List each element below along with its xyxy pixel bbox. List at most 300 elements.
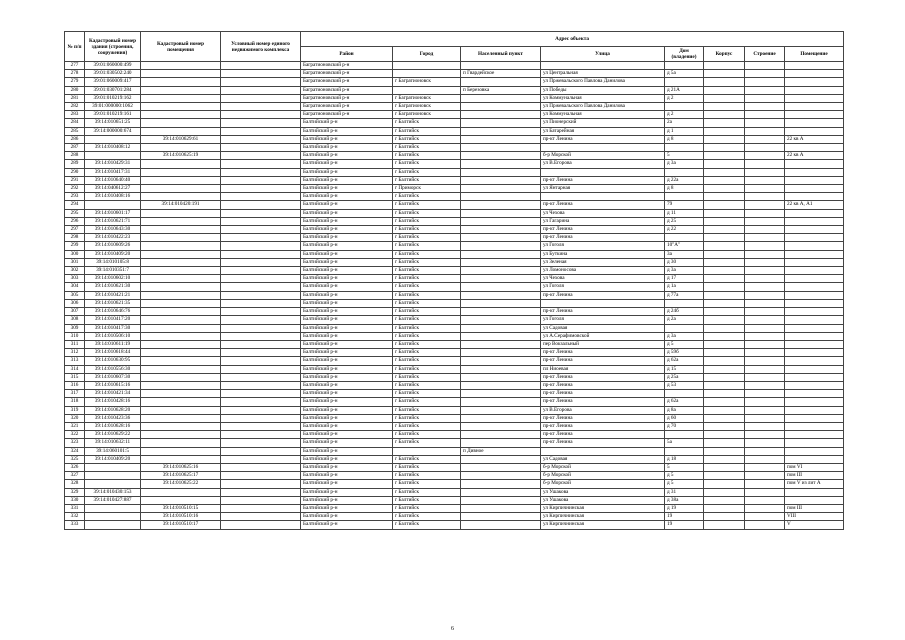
- cell-district: Балтийский р-н: [301, 414, 393, 422]
- cell-stroenie: [745, 373, 785, 381]
- cell-cad-building: 39:14:010630:95: [85, 357, 141, 365]
- cell-street: ул Садовая: [541, 455, 665, 463]
- cell-korpus: [704, 513, 745, 521]
- cell-cond-complex: [221, 193, 301, 201]
- cell-num: 313: [65, 357, 85, 365]
- cell-street: ул Батарейная: [541, 127, 665, 135]
- cell-stroenie: [745, 513, 785, 521]
- cell-city: [393, 447, 461, 455]
- table-row: [65, 185, 844, 193]
- cell-num: 326: [65, 463, 85, 471]
- cell-room: пом V из лит А: [785, 480, 844, 488]
- cell-settlement: [461, 406, 541, 414]
- cell-cad-room: [141, 217, 221, 225]
- cell-room: [785, 267, 844, 275]
- cell-korpus: [704, 267, 745, 275]
- table-row: [65, 496, 844, 504]
- cell-cond-complex: [221, 357, 301, 365]
- cell-room: [785, 242, 844, 250]
- cell-stroenie: [745, 127, 785, 135]
- cell-district: Балтийский р-н: [301, 267, 393, 275]
- cell-cond-complex: [221, 373, 301, 381]
- table-row: [65, 340, 844, 348]
- cell-num: 311: [65, 340, 85, 348]
- cell-stroenie: [745, 340, 785, 348]
- cell-korpus: [704, 496, 745, 504]
- cell-cad-room: [141, 422, 221, 430]
- cell-num: 300: [65, 250, 85, 258]
- cell-settlement: [461, 275, 541, 283]
- cell-city: г Балтийск: [393, 488, 461, 496]
- cell-cad-building: 39:14:010430:153: [85, 488, 141, 496]
- cell-num: 316: [65, 381, 85, 389]
- cell-cad-building: 39:14:010423:36: [85, 414, 141, 422]
- cell-district: Балтийский р-н: [301, 332, 393, 340]
- cell-house: д 15: [665, 365, 704, 373]
- cell-num: 280: [65, 86, 85, 94]
- cell-stroenie: [745, 381, 785, 389]
- cell-cad-room: [141, 439, 221, 447]
- cell-cad-room: [141, 119, 221, 127]
- cell-house: д 25: [665, 217, 704, 225]
- cell-city: г Балтийск: [393, 373, 461, 381]
- cell-cad-building: 39:14:010601:17: [85, 209, 141, 217]
- cell-cad-room: [141, 267, 221, 275]
- cell-settlement: [461, 283, 541, 291]
- cell-cad-room: [141, 340, 221, 348]
- cell-num: 328: [65, 480, 85, 488]
- cell-settlement: [461, 193, 541, 201]
- cell-house: [665, 234, 704, 242]
- table-row: [65, 168, 844, 176]
- cell-city: г Балтийск: [393, 340, 461, 348]
- cell-street: пр-кт Ленина: [541, 431, 665, 439]
- cell-stroenie: [745, 119, 785, 127]
- cell-house: д 18: [665, 455, 704, 463]
- cell-settlement: [461, 78, 541, 86]
- cell-house: д 8а: [665, 406, 704, 414]
- cell-korpus: [704, 373, 745, 381]
- cell-num: 290: [65, 168, 85, 176]
- cell-city: г Балтийск: [393, 365, 461, 373]
- table-row: [65, 447, 844, 455]
- cell-district: Балтийский р-н: [301, 513, 393, 521]
- cell-street: ул А.Серафимовской: [541, 332, 665, 340]
- cell-house: д 24б: [665, 308, 704, 316]
- cell-district: Балтийский р-н: [301, 226, 393, 234]
- cell-korpus: [704, 422, 745, 430]
- cell-district: Балтийский р-н: [301, 250, 393, 258]
- cell-cad-room: [141, 127, 221, 135]
- col-cad-room-header: Кадастровый номер помещения: [141, 32, 221, 62]
- cell-num: 278: [65, 70, 85, 78]
- cell-street: б-р Морской: [541, 480, 665, 488]
- cell-cond-complex: [221, 414, 301, 422]
- cell-room: [785, 176, 844, 184]
- cell-num: 281: [65, 94, 85, 102]
- cell-district: Балтийский р-н: [301, 488, 393, 496]
- cell-district: Балтийский р-н: [301, 340, 393, 348]
- table-row: [65, 463, 844, 471]
- cell-street: ул Ушакова: [541, 496, 665, 504]
- cell-cond-complex: [221, 496, 301, 504]
- cell-street: ул Пионерский: [541, 119, 665, 127]
- cell-district: Балтийский р-н: [301, 316, 393, 324]
- cell-cond-complex: [221, 422, 301, 430]
- cell-district: Балтийский р-н: [301, 242, 393, 250]
- cell-stroenie: [745, 242, 785, 250]
- cell-num: 298: [65, 234, 85, 242]
- cell-district: Балтийский р-н: [301, 234, 393, 242]
- cell-city: г Балтийск: [393, 168, 461, 176]
- cell-street: пр-кт Ленина: [541, 176, 665, 184]
- cell-district: Балтийский р-н: [301, 357, 393, 365]
- cell-district: Балтийский р-н: [301, 496, 393, 504]
- cell-num: 293: [65, 193, 85, 201]
- cell-stroenie: [745, 291, 785, 299]
- cell-settlement: [461, 242, 541, 250]
- table-row: [65, 176, 844, 184]
- cell-cond-complex: [221, 267, 301, 275]
- cell-house: 2а: [665, 119, 704, 127]
- cell-stroenie: [745, 480, 785, 488]
- cell-settlement: [461, 357, 541, 365]
- cell-cad-room: [141, 160, 221, 168]
- cell-room: V: [785, 521, 844, 529]
- cell-settlement: [461, 324, 541, 332]
- cell-cad-building: 39:01:030701:284: [85, 86, 141, 94]
- cell-district: Балтийский р-н: [301, 168, 393, 176]
- cell-city: г Багратионовск: [393, 111, 461, 119]
- cell-city: г Балтийск: [393, 291, 461, 299]
- cell-stroenie: [745, 398, 785, 406]
- cell-stroenie: [745, 431, 785, 439]
- cell-korpus: [704, 357, 745, 365]
- cell-cad-building: [85, 152, 141, 160]
- cell-cad-building: 39:14:010621:30: [85, 283, 141, 291]
- cell-district: Багратионовский р-н: [301, 86, 393, 94]
- cell-stroenie: [745, 193, 785, 201]
- cell-street: пр-кт Ленина: [541, 308, 665, 316]
- cell-cond-complex: [221, 381, 301, 389]
- cell-settlement: [461, 226, 541, 234]
- cell-cad-room: [141, 316, 221, 324]
- table-row: [65, 291, 844, 299]
- table-row: [65, 414, 844, 422]
- col-house-header: Дом (владение): [665, 47, 704, 62]
- cell-korpus: [704, 463, 745, 471]
- cell-korpus: [704, 283, 745, 291]
- table-row: [65, 111, 844, 119]
- cell-city: г Балтийск: [393, 390, 461, 398]
- table-row: [65, 398, 844, 406]
- cell-korpus: [704, 324, 745, 332]
- cell-settlement: [461, 152, 541, 160]
- cell-num: 297: [65, 226, 85, 234]
- cell-district: Балтийский р-н: [301, 373, 393, 381]
- table-row: [65, 193, 844, 201]
- cell-cad-room: [141, 94, 221, 102]
- table-row: [65, 250, 844, 258]
- cell-korpus: [704, 439, 745, 447]
- cell-street: ул Кирпичнинская: [541, 504, 665, 512]
- cell-settlement: [461, 308, 541, 316]
- cell-cad-room: [141, 234, 221, 242]
- cell-house: д 59б: [665, 349, 704, 357]
- cell-cad-building: 39:01:000000:1062: [85, 103, 141, 111]
- cell-cad-room: [141, 103, 221, 111]
- cell-house: д 21А: [665, 86, 704, 94]
- cell-num: 320: [65, 414, 85, 422]
- cell-num: 304: [65, 283, 85, 291]
- cell-korpus: [704, 349, 745, 357]
- cell-settlement: [461, 373, 541, 381]
- cell-cad-room: [141, 275, 221, 283]
- cell-cond-complex: [221, 390, 301, 398]
- cell-korpus: [704, 201, 745, 209]
- cell-house: 19: [665, 513, 704, 521]
- cell-house: д 31: [665, 488, 704, 496]
- cell-cad-building: 39:14:010428:16: [85, 398, 141, 406]
- cell-settlement: [461, 488, 541, 496]
- cell-cond-complex: [221, 406, 301, 414]
- cell-stroenie: [745, 226, 785, 234]
- cell-korpus: [704, 119, 745, 127]
- table-body: [65, 62, 844, 530]
- cell-street: ул Садовая: [541, 324, 665, 332]
- cell-district: Балтийский р-н: [301, 119, 393, 127]
- cell-num: 333: [65, 521, 85, 529]
- cell-street: пр-кт Ленина: [541, 201, 665, 209]
- cell-street: ул Кирпичнинская: [541, 521, 665, 529]
- cell-stroenie: [745, 144, 785, 152]
- cell-stroenie: [745, 201, 785, 209]
- cell-cond-complex: [221, 209, 301, 217]
- cell-cad-building: 39:14:010621:35: [85, 299, 141, 307]
- cell-cad-building: 39:14:010351:7: [85, 267, 141, 275]
- cell-cad-building: 39:14:010556:30: [85, 365, 141, 373]
- cell-cond-complex: [221, 201, 301, 209]
- cell-settlement: [461, 365, 541, 373]
- cell-house: д 11: [665, 209, 704, 217]
- cell-num: 285: [65, 127, 85, 135]
- cell-street: ул Буткина: [541, 250, 665, 258]
- cell-district: Багратионовский р-н: [301, 111, 393, 119]
- col-num-header: № п/п: [65, 32, 85, 62]
- cell-room: [785, 94, 844, 102]
- cell-house: [665, 324, 704, 332]
- cell-cad-building: 39:14:040612:27: [85, 185, 141, 193]
- cell-settlement: [461, 332, 541, 340]
- cell-stroenie: [745, 135, 785, 143]
- cell-street: пер Вокзальный: [541, 340, 665, 348]
- cell-cad-building: 39:14:010506:10: [85, 332, 141, 340]
- cell-district: Балтийский р-н: [301, 365, 393, 373]
- cell-cad-building: 39:14:010621:71: [85, 217, 141, 225]
- table-row: [65, 504, 844, 512]
- cell-cad-building: 39:14:010105:8: [85, 258, 141, 266]
- cell-street: пр-кт Ленина: [541, 291, 665, 299]
- cell-cad-building: 39:14:010607:30: [85, 373, 141, 381]
- cell-city: г Балтийск: [393, 127, 461, 135]
- cell-room: [785, 86, 844, 94]
- cell-street: пр-кт Ленина: [541, 135, 665, 143]
- cell-district: Балтийский р-н: [301, 283, 393, 291]
- cell-num: 327: [65, 472, 85, 480]
- cell-stroenie: [745, 349, 785, 357]
- cell-stroenie: [745, 70, 785, 78]
- cell-city: г Балтийск: [393, 472, 461, 480]
- cell-korpus: [704, 94, 745, 102]
- cell-cad-room: [141, 176, 221, 184]
- cell-stroenie: [745, 217, 785, 225]
- cell-cond-complex: [221, 447, 301, 455]
- cell-cad-room: [141, 431, 221, 439]
- cell-district: Балтийский р-н: [301, 422, 393, 430]
- cell-district: Балтийский р-н: [301, 324, 393, 332]
- cell-district: Балтийский р-н: [301, 258, 393, 266]
- document-page: [64, 31, 844, 530]
- cell-street: пр-кт Ленина: [541, 381, 665, 389]
- table-row: [65, 480, 844, 488]
- cell-house: д 1а: [665, 283, 704, 291]
- cell-house: д 70: [665, 422, 704, 430]
- cell-cond-complex: [221, 94, 301, 102]
- cell-stroenie: [745, 422, 785, 430]
- cell-settlement: [461, 250, 541, 258]
- cell-house: д 17: [665, 275, 704, 283]
- cell-street: [541, 144, 665, 152]
- cell-district: Балтийский р-н: [301, 447, 393, 455]
- cell-cad-building: [85, 201, 141, 209]
- cell-street: пр-кт Ленина: [541, 357, 665, 365]
- cell-cad-room: [141, 111, 221, 119]
- cell-settlement: [461, 513, 541, 521]
- cell-cad-room: 39:14:010625:19: [141, 152, 221, 160]
- cell-house: д 5а: [665, 70, 704, 78]
- cell-cad-building: 39:14:010632:11: [85, 439, 141, 447]
- table-row: [65, 78, 844, 86]
- cell-district: Балтийский р-н: [301, 176, 393, 184]
- cell-settlement: [461, 103, 541, 111]
- cell-district: Балтийский р-н: [301, 185, 393, 193]
- cell-room: [785, 488, 844, 496]
- cell-street: ул Пржевальского Павлова Данилова: [541, 103, 665, 111]
- cell-stroenie: [745, 250, 785, 258]
- cell-korpus: [704, 226, 745, 234]
- cell-settlement: [461, 62, 541, 70]
- cell-street: ул В.Егорова: [541, 406, 665, 414]
- cell-stroenie: [745, 496, 785, 504]
- cell-settlement: [461, 217, 541, 225]
- cell-house: д 62а: [665, 398, 704, 406]
- cell-room: [785, 217, 844, 225]
- cell-cad-building: 39:14:010427:887: [85, 496, 141, 504]
- cell-korpus: [704, 103, 745, 111]
- cell-street: [541, 447, 665, 455]
- cell-settlement: [461, 463, 541, 471]
- cell-street: ул Гагарина: [541, 217, 665, 225]
- cell-street: пр-кт Ленина: [541, 390, 665, 398]
- cell-district: Балтийский р-н: [301, 463, 393, 471]
- table-row: [65, 103, 844, 111]
- cell-cond-complex: [221, 521, 301, 529]
- cell-korpus: [704, 340, 745, 348]
- table-row: [65, 381, 844, 389]
- cell-korpus: [704, 488, 745, 496]
- cell-cad-room: [141, 86, 221, 94]
- cell-cond-complex: [221, 365, 301, 373]
- cell-city: г Балтийск: [393, 504, 461, 512]
- cell-settlement: [461, 316, 541, 324]
- cell-cad-room: [141, 373, 221, 381]
- cell-cad-building: [85, 504, 141, 512]
- cell-house: [665, 431, 704, 439]
- table-row: [65, 267, 844, 275]
- cell-room: [785, 193, 844, 201]
- cell-room: пом III: [785, 472, 844, 480]
- cell-house: 19: [665, 521, 704, 529]
- cell-house: д 3а: [665, 160, 704, 168]
- cell-cad-room: [141, 283, 221, 291]
- cell-street: ул Пржевальского Павлова Данилова: [541, 78, 665, 86]
- cell-city: [393, 62, 461, 70]
- cell-room: [785, 209, 844, 217]
- cell-num: 309: [65, 324, 85, 332]
- table-row: [65, 234, 844, 242]
- cell-cad-room: [141, 299, 221, 307]
- cell-korpus: [704, 406, 745, 414]
- cell-cond-complex: [221, 144, 301, 152]
- cell-house: д 60: [665, 414, 704, 422]
- cell-settlement: [461, 390, 541, 398]
- cell-room: 22 кв А, А1: [785, 201, 844, 209]
- cell-cond-complex: [221, 111, 301, 119]
- cell-num: 323: [65, 439, 85, 447]
- cell-cond-complex: [221, 439, 301, 447]
- cell-korpus: [704, 62, 745, 70]
- cell-house: д 77а: [665, 291, 704, 299]
- cell-cad-building: 39:14:010409:20: [85, 250, 141, 258]
- cell-city: г Балтийск: [393, 398, 461, 406]
- cell-stroenie: [745, 103, 785, 111]
- table-row: [65, 62, 844, 70]
- cell-cad-room: 39:14:010625:16: [141, 463, 221, 471]
- cell-cond-complex: [221, 160, 301, 168]
- cell-cad-room: [141, 349, 221, 357]
- table-row: [65, 201, 844, 209]
- cell-district: Балтийский р-н: [301, 275, 393, 283]
- cell-street: ул Гоголя: [541, 242, 665, 250]
- cell-district: Багратионовский р-н: [301, 78, 393, 86]
- cell-room: [785, 332, 844, 340]
- cell-room: [785, 406, 844, 414]
- cell-stroenie: [745, 316, 785, 324]
- cell-num: 283: [65, 111, 85, 119]
- cell-korpus: [704, 332, 745, 340]
- cell-street: [541, 62, 665, 70]
- cell-city: г Балтийск: [393, 193, 461, 201]
- cell-house: д 8: [665, 135, 704, 143]
- cell-cad-building: 39:14:010408:12: [85, 144, 141, 152]
- cell-cond-complex: [221, 152, 301, 160]
- table-row: [65, 390, 844, 398]
- cell-room: [785, 431, 844, 439]
- cell-stroenie: [745, 390, 785, 398]
- cell-stroenie: [745, 365, 785, 373]
- table-row: [65, 324, 844, 332]
- cell-korpus: [704, 209, 745, 217]
